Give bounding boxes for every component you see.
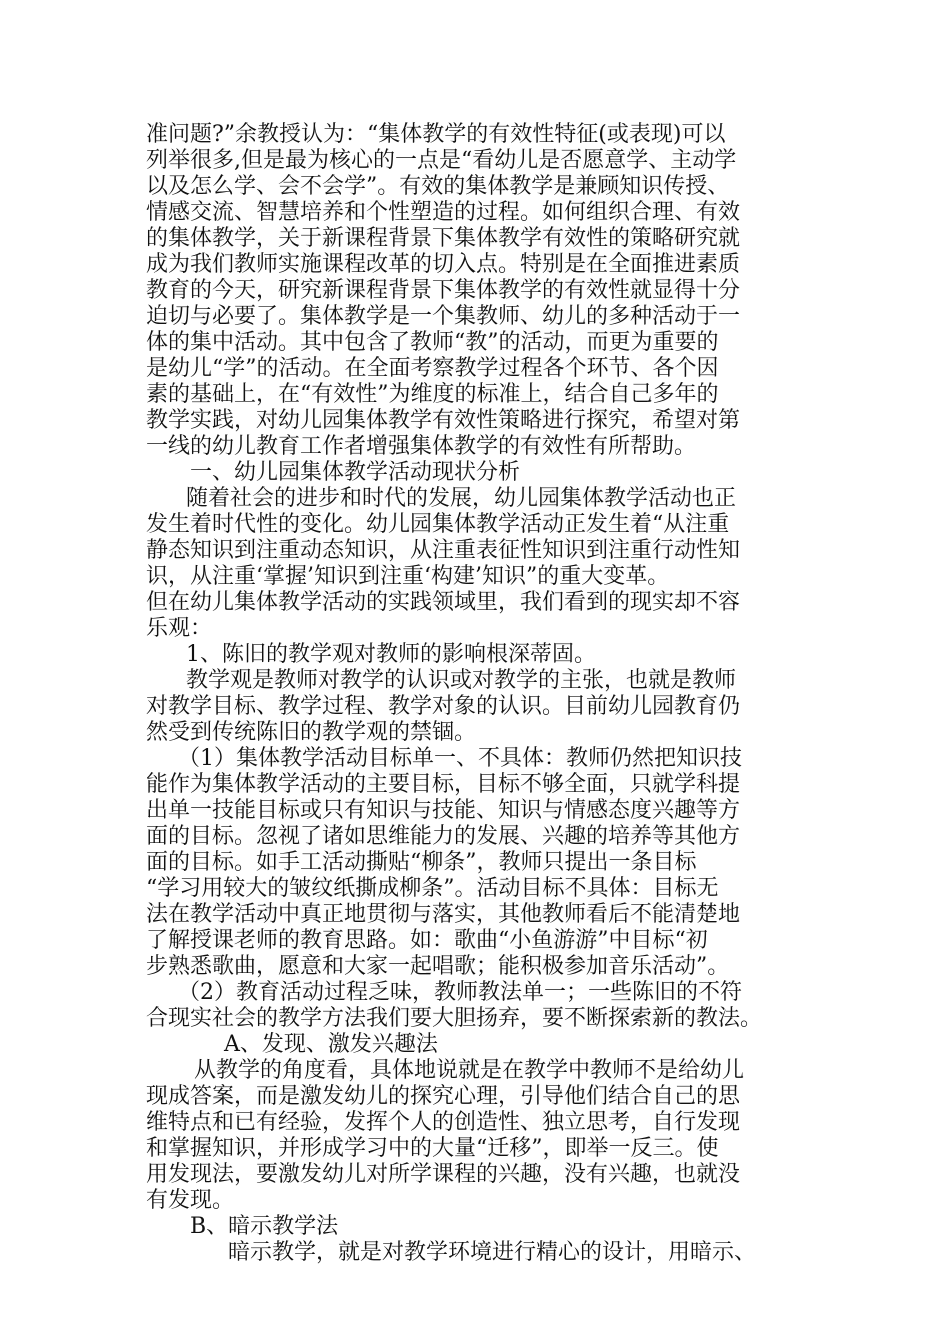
text-line: 维特点和已有经验，发挥个人的创造性、独立思考，自行发现 xyxy=(146,1110,741,1135)
text-line: 教育的今天，研究新课程背景下集体教学的有效性就显得十分 xyxy=(146,278,741,303)
text-line: 能作为集体教学活动的主要目标，目标不够全面，只就学科提 xyxy=(146,772,741,797)
text-line: 体的集中活动。其中包含了教师“教”的活动，而更为重要的 xyxy=(146,330,719,355)
text-line: 对教学目标、教学过程、教学对象的认识。目前幼儿园教育仍 xyxy=(146,694,741,719)
text-line: 和掌握知识，并形成学习中的大量“迁移”，即举一反三。使 xyxy=(146,1136,719,1161)
text-line: （1）集体教学活动目标单一、不具体：教师仍然把知识技 xyxy=(178,746,742,771)
document-body xyxy=(146,122,806,1266)
text-line: 是幼儿“学”的活动。在全面考察教学过程各个环节、各个因 xyxy=(146,356,719,381)
text-line: 识，从注重‘掌握’知识到注重‘构建’知识”的重大变革。 xyxy=(146,564,670,589)
text-line: “学习用较大的皱纹纸撕成柳条”。活动目标不具体：目标无 xyxy=(146,876,719,901)
text-line: 迫切与必要了。集体教学是一个集教师、幼儿的多种活动于一 xyxy=(146,304,741,329)
text-line: 面的目标。如手工活动撕贴“柳条”，教师只提出一条目标 xyxy=(146,850,697,875)
text-line: 乐观： xyxy=(146,616,213,641)
text-line: 随着社会的进步和时代的发展，幼儿园集体教学活动也正 xyxy=(186,486,737,511)
text-line: 面的目标。忽视了诸如思维能力的发展、兴趣的培养等其他方 xyxy=(146,824,741,849)
text-line: 现成答案，而是激发幼儿的探究心理，引导他们结合自己的思 xyxy=(146,1084,741,1109)
text-line: 法在教学活动中真正地贯彻与落实，其他教师看后不能清楚地 xyxy=(146,902,741,927)
text-line: 然受到传统陈旧的教学观的禁锢。 xyxy=(146,720,477,745)
text-line: 出单一技能目标或只有知识与技能、知识与情感态度兴趣等方 xyxy=(146,798,741,823)
text-line: 静态知识到注重动态知识，从注重表征性知识到注重行动性知 xyxy=(146,538,741,563)
text-line: 了解授课老师的教育思路。如：歌曲“小鱼游游”中目标“初 xyxy=(146,928,708,953)
subsection-heading: A、发现、激发兴趣法 xyxy=(224,1032,438,1057)
text-line: 准问题?”余教授认为：“集体教学的有效性特征(或表现)可以 xyxy=(146,122,726,147)
text-line: （2）教育活动过程乏味，教师教法单一；一些陈旧的不符 xyxy=(178,980,742,1005)
text-line: 以及怎么学、会不会学”。有效的集体教学是兼顾知识传授、 xyxy=(146,174,730,199)
text-line: 教学实践，对幼儿园集体教学有效性策略进行探究，希望对第 xyxy=(146,408,741,433)
text-line: 素的基础上，在“有效性”为维度的标准上，结合自己多年的 xyxy=(146,382,719,407)
text-line: 一线的幼儿教育工作者增强集体教学的有效性有所帮助。 xyxy=(146,434,697,459)
subsection-heading: 1、陈旧的教学观对教师的影响根深蒂固。 xyxy=(186,642,596,667)
text-line: 从教学的角度看，具体地说就是在教学中教师不是给幼儿 xyxy=(194,1058,745,1083)
text-line: 教学观是教师对教学的认识或对教学的主张，也就是教师 xyxy=(186,668,737,693)
text-line: 合现实社会的教学方法我们要大胆扬弃，要不断探索新的教法。 xyxy=(146,1006,763,1031)
text-line: 列举很多,但是最为核心的一点是“看幼儿是否愿意学、主动学 xyxy=(146,148,737,173)
text-line: 暗示教学，就是对教学环境进行精心的设计，用暗示、 xyxy=(228,1240,757,1265)
text-line: 的集体教学，关于新课程背景下集体教学有效性的策略研究就 xyxy=(146,226,741,251)
section-heading: 一、幼儿园集体教学活动现状分析 xyxy=(190,460,521,485)
text-line: 用发现法，要激发幼儿对所学课程的兴趣，没有兴趣，也就没 xyxy=(146,1162,741,1187)
text-line: 有发现。 xyxy=(146,1188,235,1213)
text-line: 发生着时代性的变化。幼儿园集体教学活动正发生着“从注重 xyxy=(146,512,730,537)
text-line: 成为我们教师实施课程改革的切入点。特别是在全面推进素质 xyxy=(146,252,741,277)
text-line: 步熟悉歌曲，愿意和大家一起唱歌；能积极参加音乐活动”。 xyxy=(146,954,730,979)
text-line: 但在幼儿集体教学活动的实践领域里，我们看到的现实却不容 xyxy=(146,590,741,615)
text-line: 情感交流、智慧培养和个性塑造的过程。如何组织合理、有效 xyxy=(146,200,741,225)
subsection-heading: B、暗示教学法 xyxy=(190,1214,339,1239)
